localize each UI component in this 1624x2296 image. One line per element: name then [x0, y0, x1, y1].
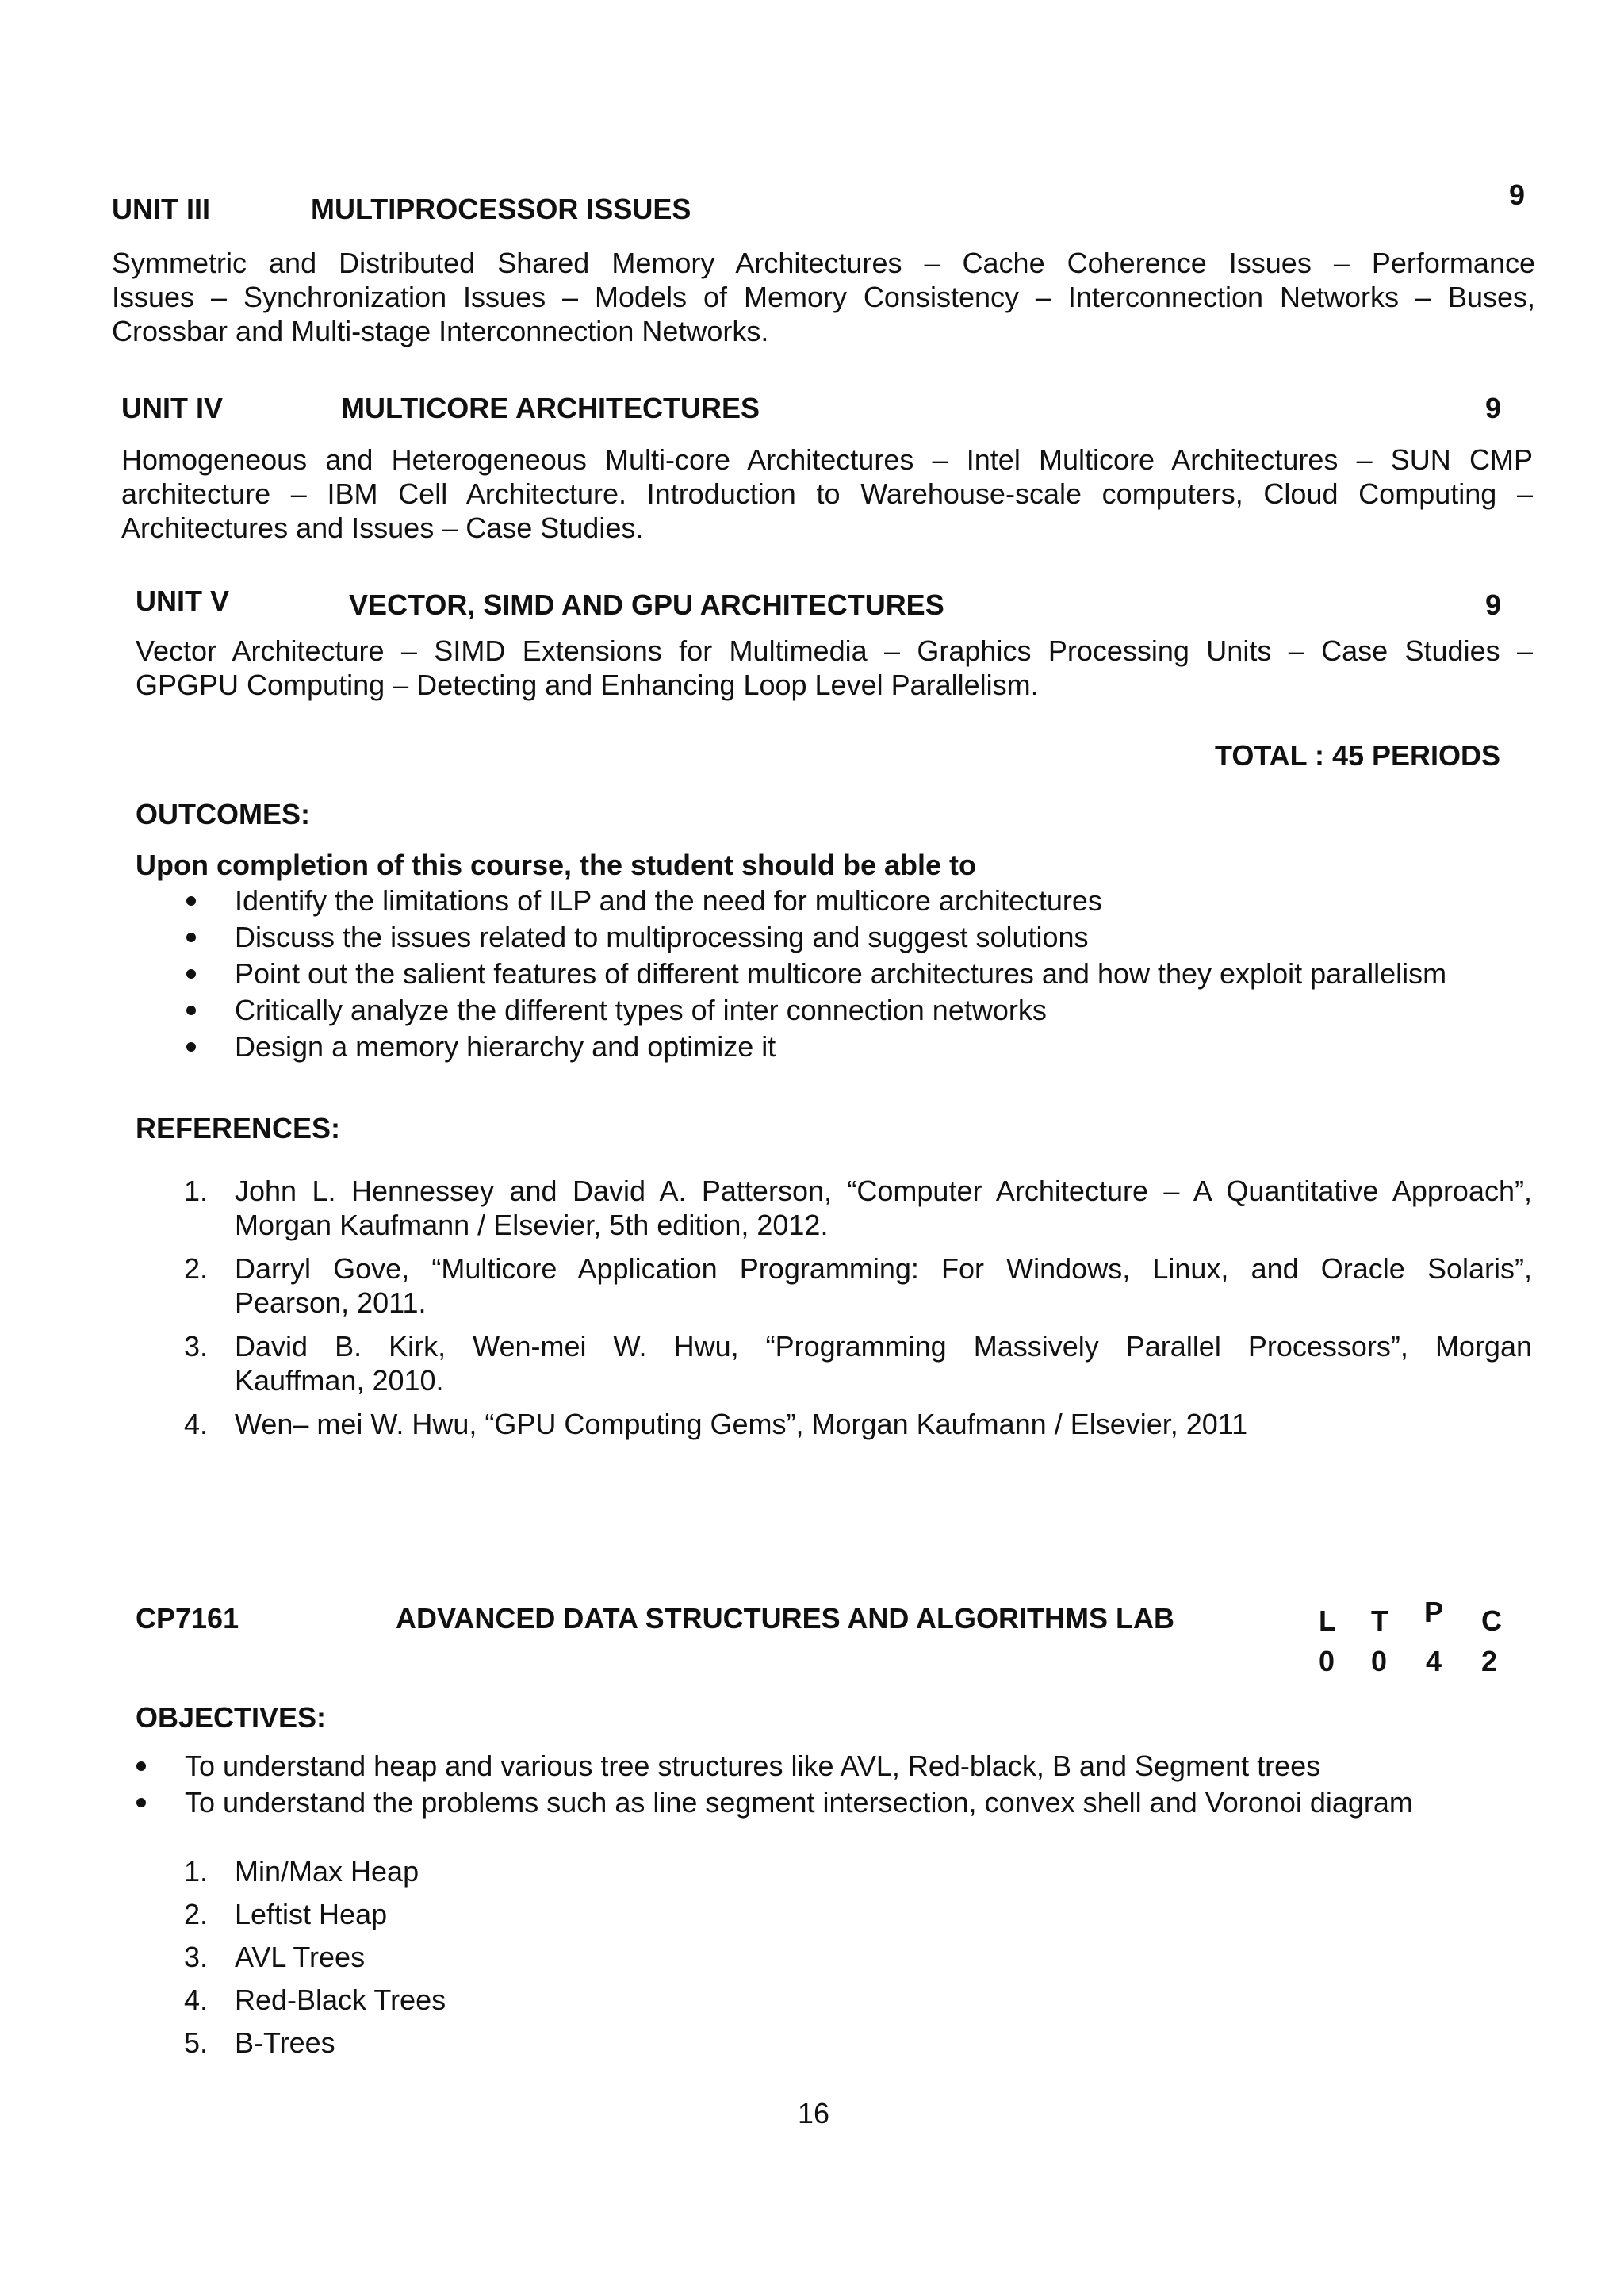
objective-item: To understand the problems such as line segment intersection, convex shell and Voronoi diagram [136, 1784, 1532, 1821]
reference-number: 3. [184, 1330, 209, 1363]
unit3-description [112, 246, 1535, 348]
bullet-icon [186, 1042, 196, 1052]
experiment-item: 3. AVL Trees [184, 1941, 366, 1973]
unit5-hours: 9 [1485, 588, 1502, 621]
reference-item: 3. David B. Kirk, Wen-mei W. Hwu, “Programming Massively Parallel Processors”, Morgan Kauffman, 2010. [184, 1330, 1532, 1397]
experiment-item: 4. Red-Black Trees [184, 1984, 446, 2016]
reference-number: 4. [184, 1408, 209, 1440]
experiment-item: 5. B-Trees [184, 2026, 335, 2059]
unit5-description [136, 634, 1533, 702]
bullet-icon [136, 1761, 146, 1771]
bullet-icon [186, 933, 196, 942]
experiment-item: 2. Leftist Heap [184, 1898, 388, 1930]
unit3-hours: 9 [1509, 178, 1526, 211]
ltpc-c-header: C [1481, 1604, 1502, 1637]
bullet-icon [186, 969, 196, 979]
objectives-heading: OBJECTIVES: [136, 1701, 327, 1734]
outcome-item: Design a memory hierarchy and optimize it [186, 1029, 1550, 1065]
references-heading: REFERENCES: [136, 1112, 341, 1144]
unit3-line: Symmetric and Distributed Shared Memory Architectures – Cache Coherence Issues – Performance [112, 247, 1535, 279]
objective-item: To understand heap and various tree structures like AVL, Red-black, B and Segment trees [136, 1748, 1532, 1784]
experiment-item: 1. Min/Max Heap [184, 1855, 419, 1888]
outcomes-heading: OUTCOMES: [136, 798, 310, 830]
reference-number: 2. [184, 1252, 209, 1285]
unit4-title: MULTICORE ARCHITECTURES [341, 392, 760, 424]
bullet-icon [186, 1006, 196, 1015]
reference-number: 1. [184, 1175, 209, 1207]
bullet-icon [186, 896, 196, 906]
references-list [184, 1174, 1532, 1447]
outcome-item: Point out the salient features of different multicore architectures and how they exploit parallelism [186, 956, 1550, 992]
unit4-line: architecture – IBM Cell Architecture. Introduction to Warehouse-scale computers, Cloud Computing – [121, 477, 1533, 510]
unit4-label: UNIT IV [121, 392, 224, 424]
unit3-title: MULTIPROCESSOR ISSUES [311, 193, 691, 225]
page-number: 16 [798, 2097, 830, 2129]
unit5-line: GPGPU Computing – Detecting and Enhancing Loop Level Parallelism. [136, 669, 1039, 701]
unit3-line: Issues – Synchronization Issues – Models of Memory Consistency – Interconnection Networks – Buses, [112, 281, 1535, 313]
unit5-label: UNIT V [136, 585, 230, 617]
unit5-line: Vector Architecture – SIMD Extensions for Multimedia – Graphics Processing Units – Case Studies – [136, 634, 1533, 667]
course-code: CP7161 [136, 1602, 239, 1635]
unit5-title: VECTOR, SIMD AND GPU ARCHITECTURES [349, 588, 944, 621]
unit4-line: Homogeneous and Heterogeneous Multi-core Architectures – Intel Multicore Architectures – SUN CMP [121, 443, 1533, 476]
experiment-list [184, 1854, 818, 2068]
outcome-item: Critically analyze the different types of inter connection networks [186, 992, 1550, 1029]
ltpc-t-header: T [1371, 1604, 1388, 1637]
total-periods: TOTAL : 45 PERIODS [1215, 739, 1501, 772]
reference-item: 2. Darryl Gove, “Multicore Application Programming: For Windows, Linux, and Oracle Solaris”, Pearson, 2011. [184, 1252, 1532, 1319]
outcome-item: Discuss the issues related to multiprocessing and suggest solutions [186, 919, 1550, 956]
objectives-list [136, 1748, 1532, 1821]
outcomes-intro: Upon completion of this course, the student should be able to [136, 849, 977, 881]
ltpc-p-value: 4 [1426, 1645, 1442, 1677]
reference-item: 1. John L. Hennessey and David A. Patterson, “Computer Architecture – A Quantitative Approach”, Morgan Kaufmann / Elsevier, 5th edition, 2012. [184, 1175, 1532, 1241]
course-title: ADVANCED DATA STRUCTURES AND ALGORITHMS LAB [396, 1602, 1174, 1635]
ltpc-l-value: 0 [1319, 1645, 1335, 1677]
unit3-line: Crossbar and Multi-stage Interconnection Networks. [112, 315, 769, 347]
unit3-label: UNIT III [112, 193, 210, 225]
ltpc-t-value: 0 [1371, 1645, 1388, 1677]
ltpc-l-header: L [1319, 1604, 1336, 1637]
ltpc-c-value: 2 [1481, 1645, 1498, 1677]
outcome-item: Identify the limitations of ILP and the need for multicore architectures [186, 883, 1550, 919]
reference-item: 4. Wen– mei W. Hwu, “GPU Computing Gems”, Morgan Kaufmann / Elsevier, 2011 [184, 1408, 1248, 1440]
unit4-description [121, 443, 1533, 545]
ltpc-p-header: P [1424, 1596, 1444, 1628]
unit4-line: Architectures and Issues – Case Studies. [121, 512, 644, 544]
bullet-icon [136, 1798, 146, 1807]
outcomes-list [186, 883, 1550, 1065]
unit4-hours: 9 [1485, 392, 1502, 424]
